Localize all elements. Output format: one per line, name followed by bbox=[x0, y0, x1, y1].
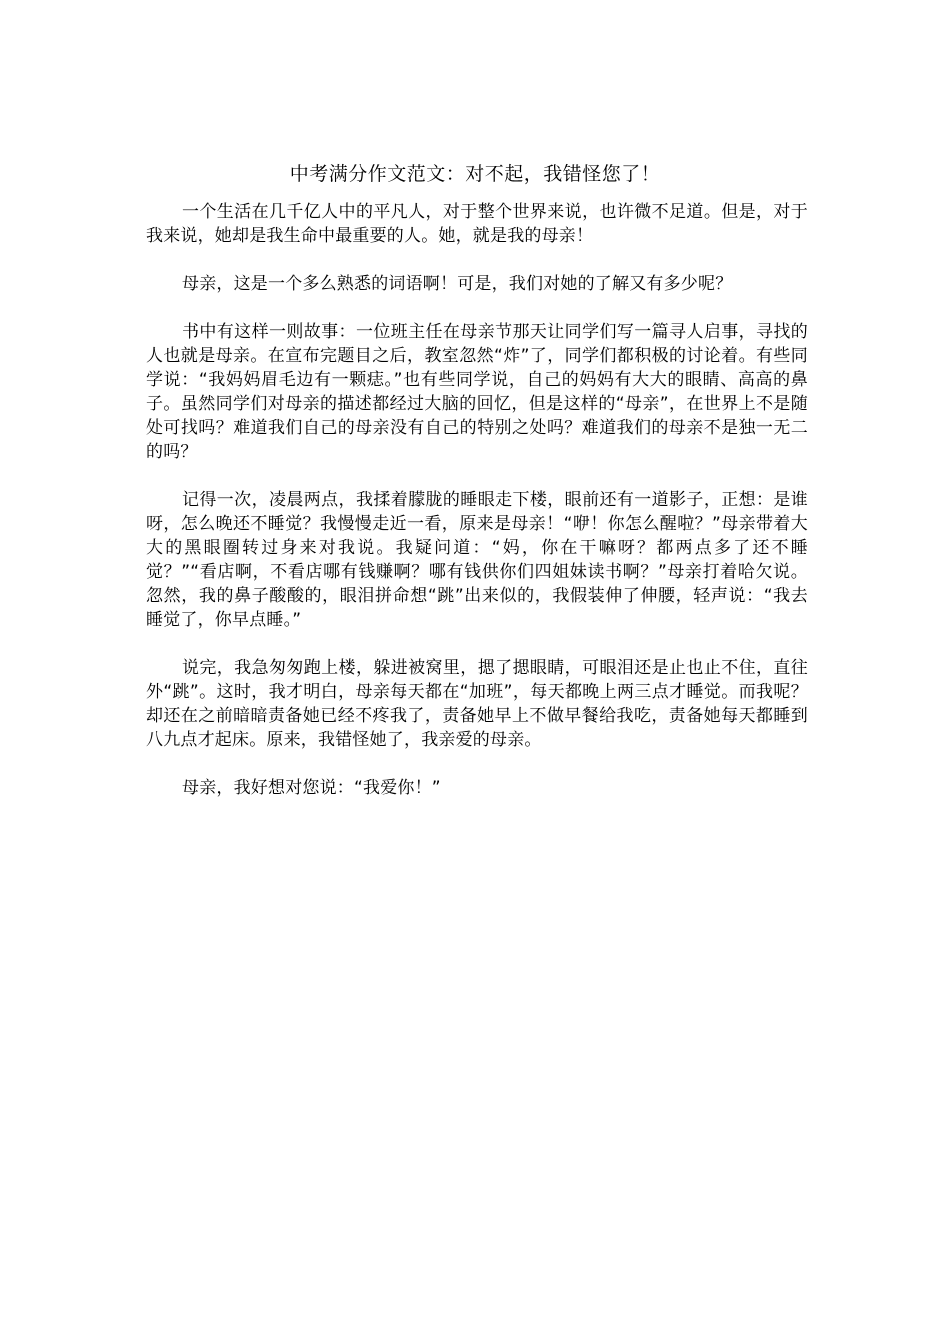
paragraph: 记得一次，凌晨两点，我揉着朦胧的睡眼走下楼，眼前还有一道影子，正想：是谁呀，怎么晚还不睡觉？我慢慢走近一看，原来是母亲！“咿！你怎么醒啦？”母亲带着大大的黑眼圈转过身来对我说。我疑问道：“妈，你在干嘛呀？都两点多了还不睡觉？”“看店啊，不看店哪有钱赚啊？哪有钱供你们四姐妹读书啊？”母亲打着哈欠说。忽然，我的鼻子酸酸的，眼泪拼命想“跳”出来似的，我假装伸了伸腰，轻声说：“我去睡觉了，你早点睡。” bbox=[146, 490, 808, 630]
paragraph: 说完，我急匆匆跑上楼，躲进被窝里，揌了揌眼睛，可眼泪还是止也止不住，直往外“跳”。这时，我才明白，母亲每天都在“加班”，每天都晚上两三点才睡觉。而我呢？却还在之前暗暗责备她已经不疼我了，责备她早上不做早餐给我吃，责备她每天都睡到八九点才起床。原来，我错怪她了，我亲爱的母亲。 bbox=[146, 658, 808, 750]
paragraph: 一个生活在几千亿人中的平凡人，对于整个世界来说，也许微不足道。但是，对于我来说，她却是我生命中最重要的人。她，就是我的母亲！ bbox=[146, 202, 808, 246]
paragraph: 书中有这样一则故事：一位班主任在母亲节那天让同学们写一篇寻人启事，寻找的人也就是母亲。在宣布完题目之后，教室忽然“炸”了，同学们都积极的讨论着。有些同学说：“我妈妈眉毛边有一颗痣。”也有些同学说，自己的妈妈有大大的眼睛、高高的鼻子。虽然同学们对母亲的描述都经过大脑的回忆，但是这样的“母亲”，在世界上不是随处可找吗？难道我们自己的母亲没有自己的特别之处吗？难道我们的母亲不是独一无二的吗？ bbox=[146, 322, 808, 462]
paragraph: 母亲，这是一个多么熟悉的词语啊！可是，我们对她的了解又有多少呢？ bbox=[182, 274, 733, 294]
page-title: 中考满分作文范文：对不起，我错怪您了！ bbox=[289, 163, 661, 185]
paragraph: 母亲，我好想对您说：“我爱你！” bbox=[182, 778, 441, 798]
essay-body bbox=[146, 200, 808, 824]
